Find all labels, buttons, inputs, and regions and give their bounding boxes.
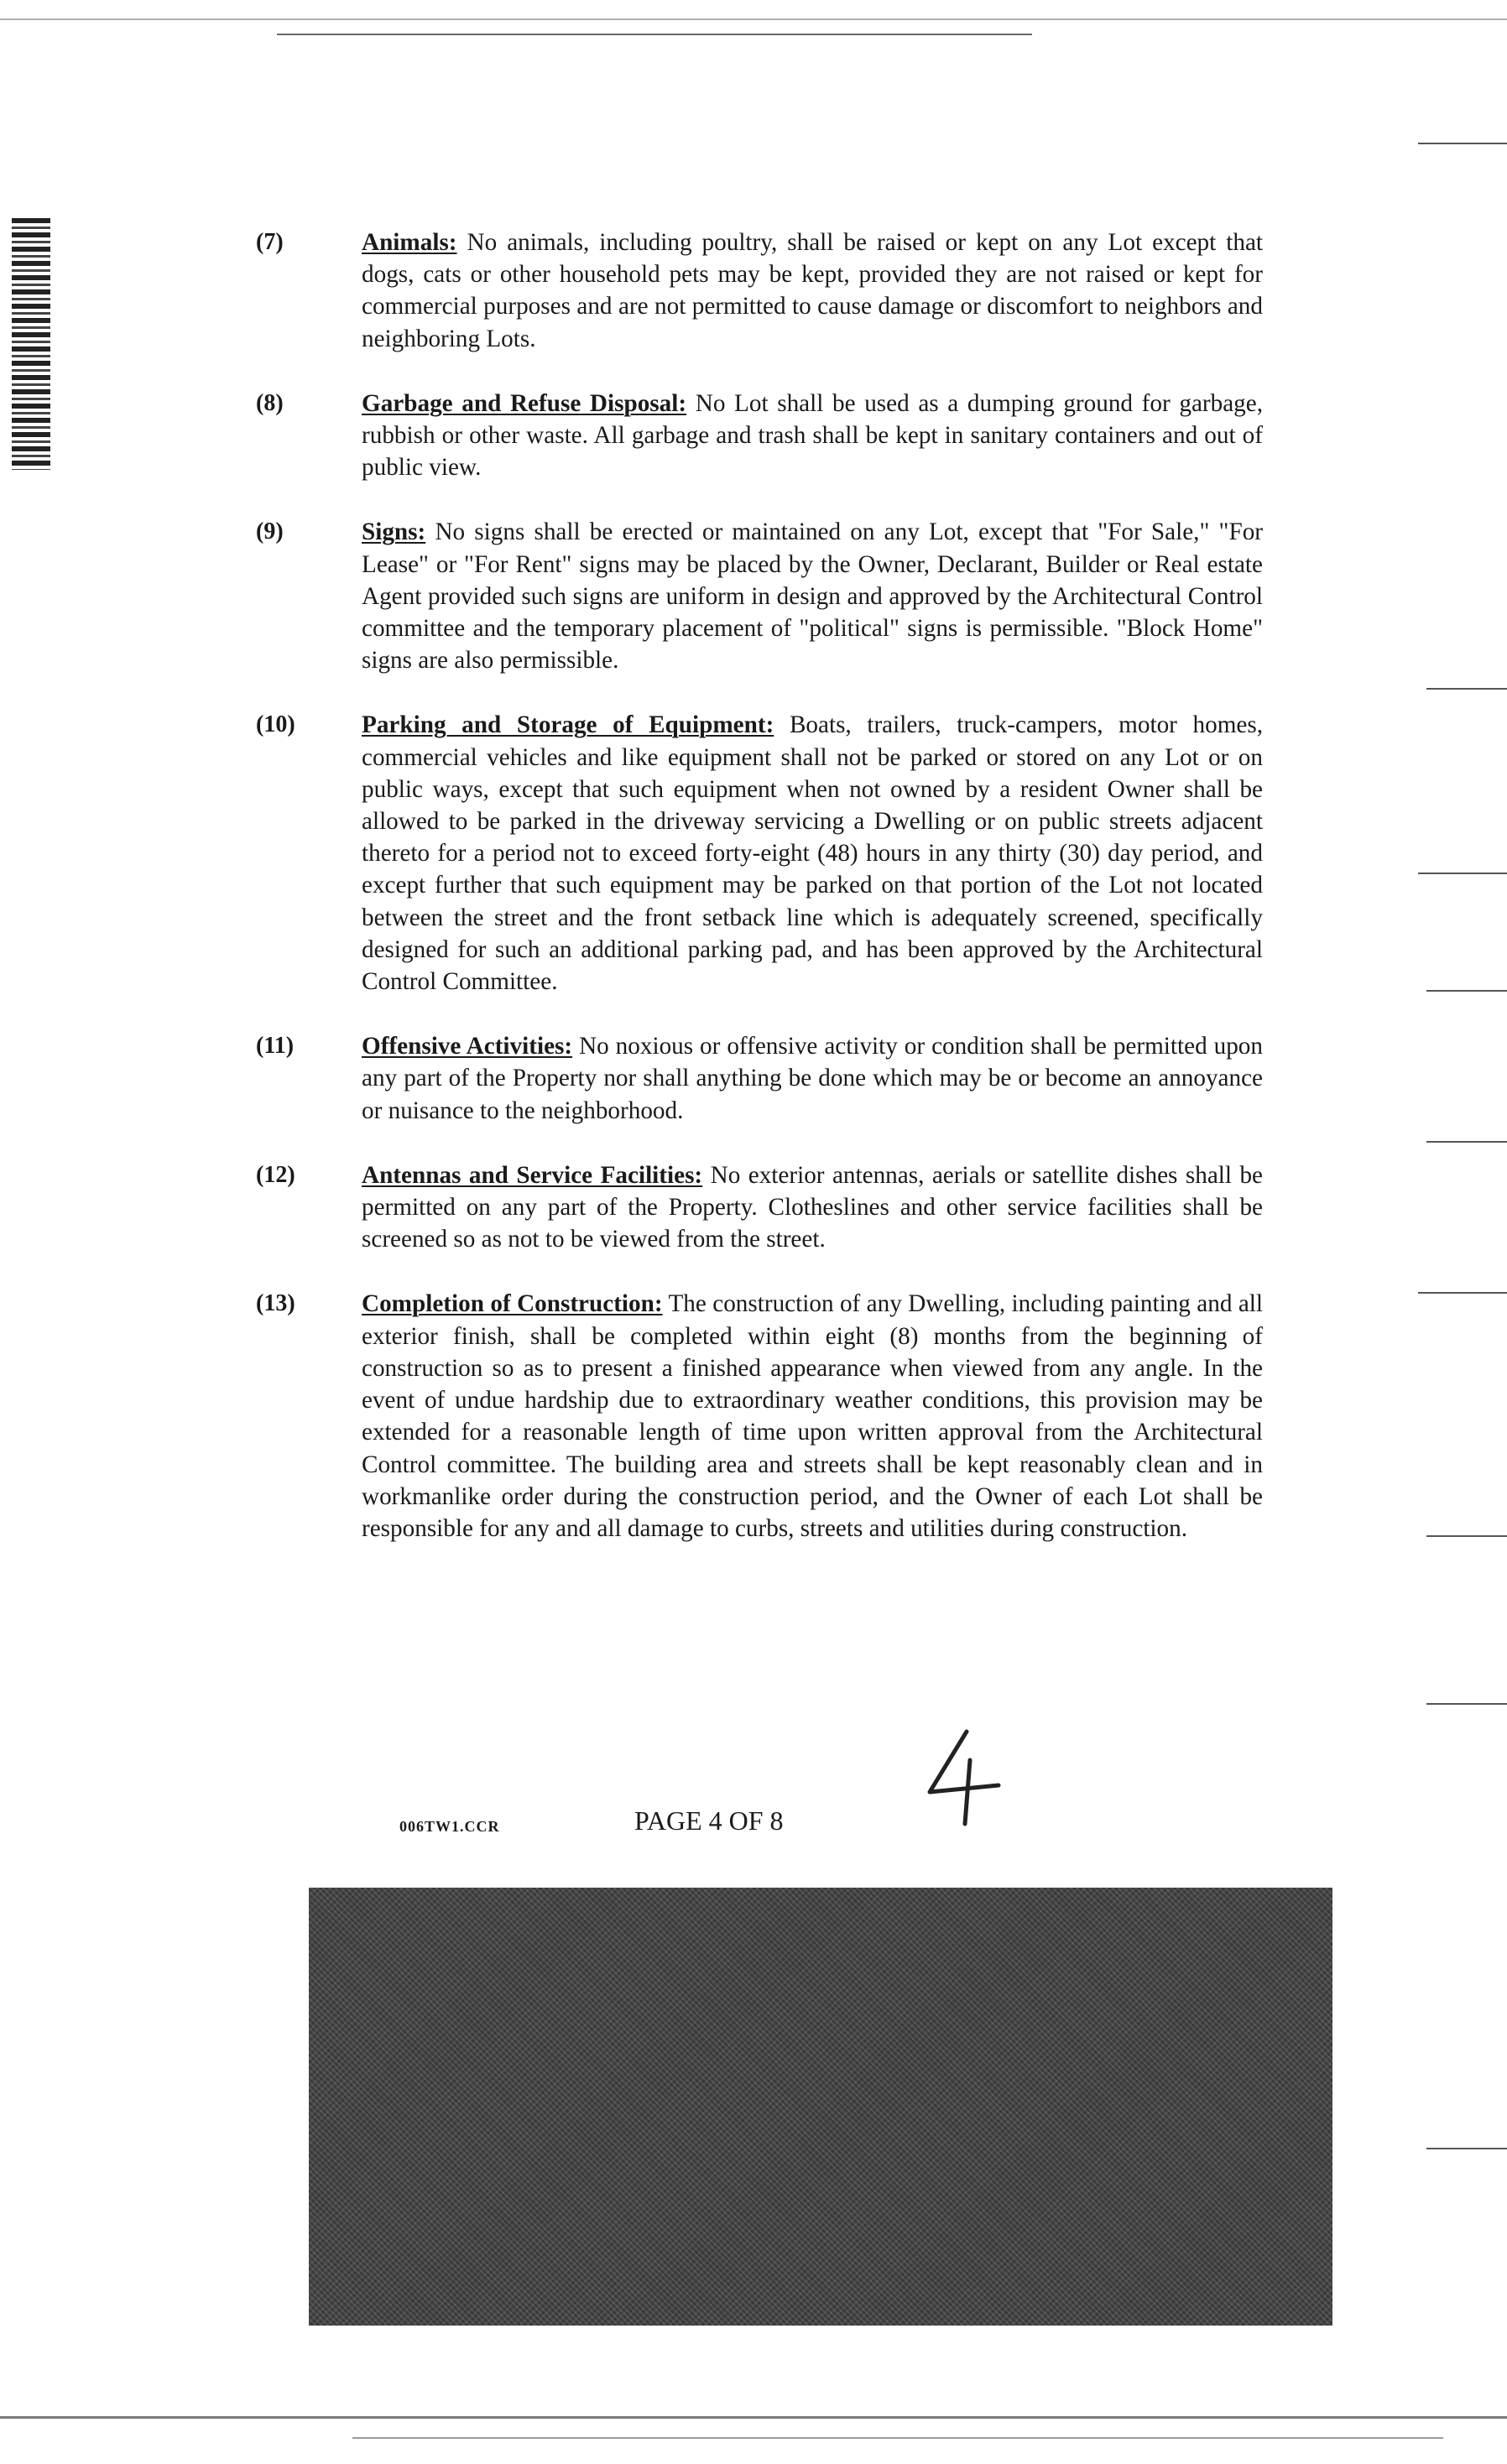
left-margin-barcode — [12, 218, 50, 470]
covenant-item-12 — [256, 1159, 1263, 1256]
right-margin-rule — [1426, 1141, 1507, 1143]
item-text: No exterior antennas, aerials or satellite dishes shall be permitted on any part of the Property. Clotheslines and other service facilities shall be screened so as not to be viewed from the street. — [362, 1161, 1263, 1253]
item-text: No noxious or offensive activity or condition shall be permitted upon any part of the Property nor shall anything be done which may be or become an annoyance or nuisance to the neighborhood. — [362, 1033, 1263, 1124]
scan-top-line-2 — [277, 34, 1032, 35]
item-heading: Completion of Construction: — [362, 1290, 663, 1318]
item-number: (11) — [256, 1033, 295, 1060]
right-margin-rule — [1426, 1535, 1507, 1537]
item-heading: Parking and Storage of Equipment: — [362, 711, 774, 739]
right-margin-rule — [1418, 143, 1507, 144]
scan-bottom-line — [0, 2416, 1507, 2419]
scanned-dark-region — [309, 1888, 1332, 2326]
right-margin-rule — [1426, 1703, 1507, 1705]
right-margin-rule — [1426, 688, 1507, 690]
covenant-item-11 — [256, 1030, 1263, 1127]
item-heading: Antennas and Service Facilities: — [362, 1161, 703, 1189]
item-number: (10) — [256, 711, 295, 738]
item-number: (12) — [256, 1161, 295, 1188]
handwritten-page-number — [915, 1727, 1007, 1827]
item-text: No signs shall be erected or maintained on any Lot, except that "For Sale," "For Lease" or "For Rent" signs may be placed by the Owner, Declarant, Builder or Real estate Agent provided such signs are uniform in design and approved by the Architectural Control committee and the temporary placement of "political" signs is permissible. "Block Home" signs are also permissible. — [362, 518, 1264, 675]
item-text: The construction of any Dwelling, including painting and all exterior finish, shall be completed within eight (8) months from the beginning of construction so as to present a finished appearance when viewed from any angle. In the event of undue hardship due to extraordinary weather conditions, this provision may be extended for a reasonable length of time upon written approval from the Architectural Control committee. The building area and streets shall be kept reasonably clean and in workmanlike order during the construction period, and the Owner of each Lot shall be responsible for any and all damage to curbs, streets and utilities during construction. — [362, 1290, 1263, 1542]
covenant-item-7 — [256, 227, 1263, 355]
item-text: No Lot shall be used as a dumping ground for garbage, rubbish or other waste. All garbage and trash shall be kept in sanitary containers and out of public view. — [362, 389, 1264, 482]
item-heading: Signs: — [362, 518, 426, 546]
covenant-item-13 — [256, 1288, 1263, 1545]
item-number: (8) — [256, 389, 284, 416]
item-heading: Animals: — [362, 229, 457, 256]
item-heading: Offensive Activities: — [362, 1033, 573, 1060]
right-margin-rule — [1426, 2148, 1507, 2149]
right-margin-rule — [1418, 1292, 1507, 1294]
scan-bottom-line-2 — [352, 2437, 1443, 2439]
scan-top-line — [0, 18, 1507, 20]
item-number: (7) — [256, 229, 284, 255]
item-heading: Garbage and Refuse Disposal: — [362, 389, 687, 417]
item-number: (9) — [256, 518, 284, 545]
right-margin-rule — [1426, 990, 1507, 992]
right-margin-rule — [1418, 873, 1507, 874]
covenant-list — [256, 227, 1263, 1577]
item-text: No animals, including poultry, shall be raised or kept on any Lot except that dogs, cats or other household pets may be kept, provided they are not raised or kept for commercial purposes and are not permitted to cause damage or discomfort to neighbors and neighboring Lots. — [362, 229, 1264, 352]
item-number: (13) — [256, 1290, 295, 1317]
covenant-item-8 — [256, 388, 1263, 484]
file-code: 006TW1.CCR — [399, 1818, 500, 1835]
item-text: Boats, trailers, truck-campers, motor homes, commercial vehicles and like equipment shall not be parked or stored on any Lot or on public ways, except that such equipment when not owned by a resident Owner shall be allowed to be parked in the driveway servicing a Dwelling or on public streets adjacent thereto for a period not to exceed forty-eight (48) hours in any thirty (30) day period, and except further that such equipment may be parked on that portion of the Lot not located between the street and the front setback line which is adequately screened, specifically designed for such an additional parking pad, and has been approved by the Architectural Control Committee. — [362, 711, 1264, 996]
covenant-item-10 — [256, 709, 1263, 998]
page-number: PAGE 4 OF 8 — [634, 1805, 784, 1836]
covenant-item-9 — [256, 516, 1263, 676]
